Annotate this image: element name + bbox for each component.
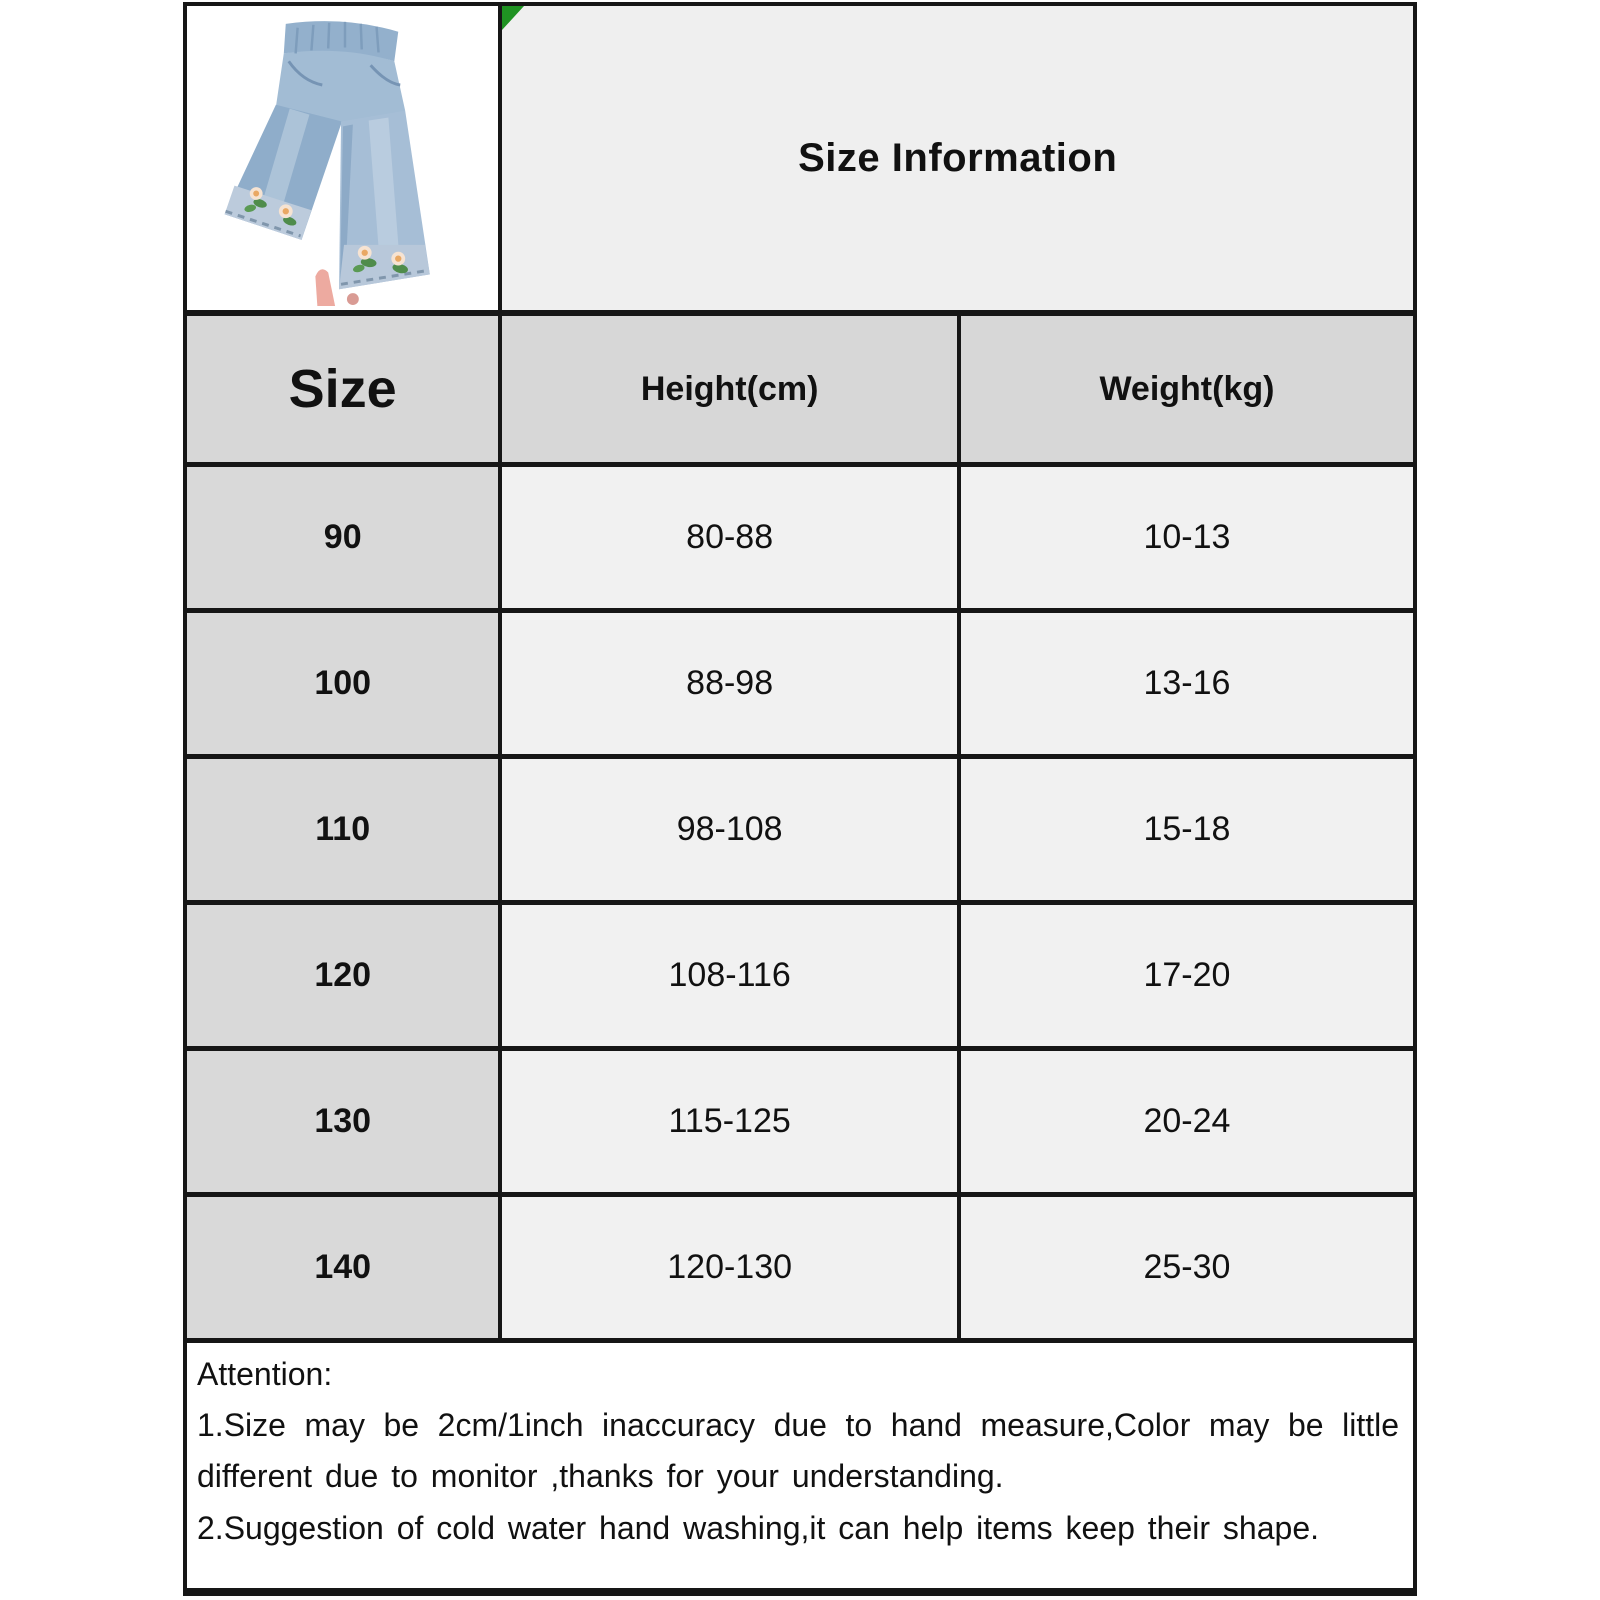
jeans-product-image [193, 10, 493, 306]
column-header-weight: Weight(kg) [957, 316, 1413, 462]
column-header-height: Height(cm) [498, 316, 957, 462]
height-value: 115-125 [498, 1051, 957, 1192]
title-cell [498, 6, 1413, 310]
top-row [187, 6, 1413, 310]
column-header-size: Size [187, 316, 498, 462]
weight-value: 20-24 [957, 1051, 1413, 1192]
size-value: 120 [187, 905, 498, 1046]
height-value: 108-116 [498, 905, 957, 1046]
height-value: 80-88 [498, 467, 957, 608]
table-row [187, 608, 1413, 754]
weight-value: 10-13 [957, 467, 1413, 608]
table-header-row [187, 310, 1413, 462]
table-row [187, 754, 1413, 900]
weight-value: 25-30 [957, 1197, 1413, 1338]
size-value: 100 [187, 613, 498, 754]
size-value: 130 [187, 1051, 498, 1192]
size-chart-sheet [183, 2, 1417, 1596]
attention-title: Attention: [197, 1356, 333, 1392]
weight-value: 13-16 [957, 613, 1413, 754]
height-value: 98-108 [498, 759, 957, 900]
green-corner-marker-icon [502, 6, 524, 30]
size-value: 90 [187, 467, 498, 608]
product-photo-cell [187, 6, 498, 310]
table-row [187, 462, 1413, 608]
size-value: 110 [187, 759, 498, 900]
table-row [187, 1046, 1413, 1192]
page-title: Size Information [798, 135, 1118, 180]
attention-section [187, 1338, 1413, 1588]
weight-value: 15-18 [957, 759, 1413, 900]
table-row [187, 1192, 1413, 1338]
attention-note-2: 2.Suggestion of cold water hand washing,it can help items keep their shape. [197, 1509, 1319, 1546]
table-row [187, 900, 1413, 1046]
height-value: 88-98 [498, 613, 957, 754]
weight-value: 17-20 [957, 905, 1413, 1046]
size-value: 140 [187, 1197, 498, 1338]
attention-note-1: 1.Size may be 2cm/1inch inaccuracy due to hand measure,Color may be little different due to monitor ,thanks for your understanding. [197, 1407, 1399, 1495]
height-value: 120-130 [498, 1197, 957, 1338]
